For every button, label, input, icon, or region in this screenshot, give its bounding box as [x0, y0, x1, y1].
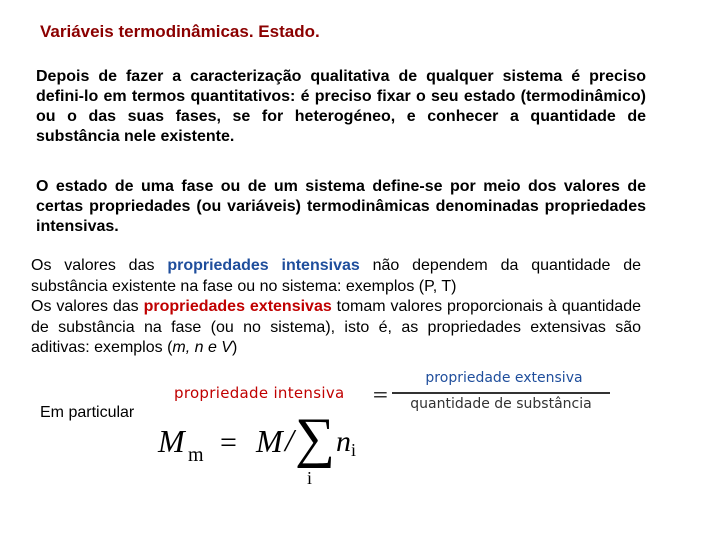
- division-slash: /: [285, 422, 294, 458]
- amount-subscript: i: [351, 440, 357, 460]
- sum-index: i: [307, 468, 313, 488]
- paragraph-state-definition: O estado de uma fase ou de um sistema define-se por meio dos valores de certas propriedades (ou variáveis) termodinâmicas denominadas propriedades intensivas.: [36, 178, 646, 235]
- text-fragment: não dependem da quantidade de substância existente na fase ou no sistema: exemplos (P, T): [31, 257, 642, 295]
- formula-numerator: propriedade extensiva: [425, 370, 583, 386]
- text-fragment: Os valores das: [31, 298, 144, 315]
- term-extensive: propriedades extensivas: [143, 298, 332, 315]
- text-fragment: tomam valores proporcionais à quantidade de substância na fase (ou no sistema), isto é, as propriedades extensivas são aditivas: exemplos (: [31, 298, 641, 356]
- extensive-symbol: M: [256, 423, 283, 459]
- formula-denominator: quantidade de substância: [410, 396, 592, 412]
- term-intensive: propriedades intensivas: [167, 257, 360, 274]
- in-particular-label: Em particular: [40, 404, 135, 421]
- molar-symbol: M: [158, 423, 185, 459]
- formula-molar-quantity: [158, 407, 378, 500]
- formula-equals: =: [372, 382, 389, 406]
- sum-icon: ∑: [295, 407, 335, 469]
- fraction-bar: [392, 392, 610, 394]
- molar-subscript: m: [188, 444, 204, 466]
- formula-lhs: propriedade intensiva: [174, 384, 345, 402]
- paragraph-characterization: Depois de fazer a caracterização qualitativa de qualquer sistema é preciso defini-lo em termos quantitativos: é preciso fixar o seu estado (termodinâmico) ou o das suas fases, se for heterogéneo, e conhecer a quantidade de substância nele existente.: [36, 68, 646, 145]
- paragraph-properties: [31, 256, 641, 359]
- text-fragment: ): [231, 339, 238, 356]
- formula-equals: =: [220, 426, 237, 459]
- amount-symbol: n: [336, 425, 351, 458]
- text-fragment: Os valores das: [31, 257, 168, 274]
- slide-title: Variáveis termodinâmicas. Estado.: [40, 22, 320, 41]
- extensive-variables: m, n e V: [172, 339, 232, 356]
